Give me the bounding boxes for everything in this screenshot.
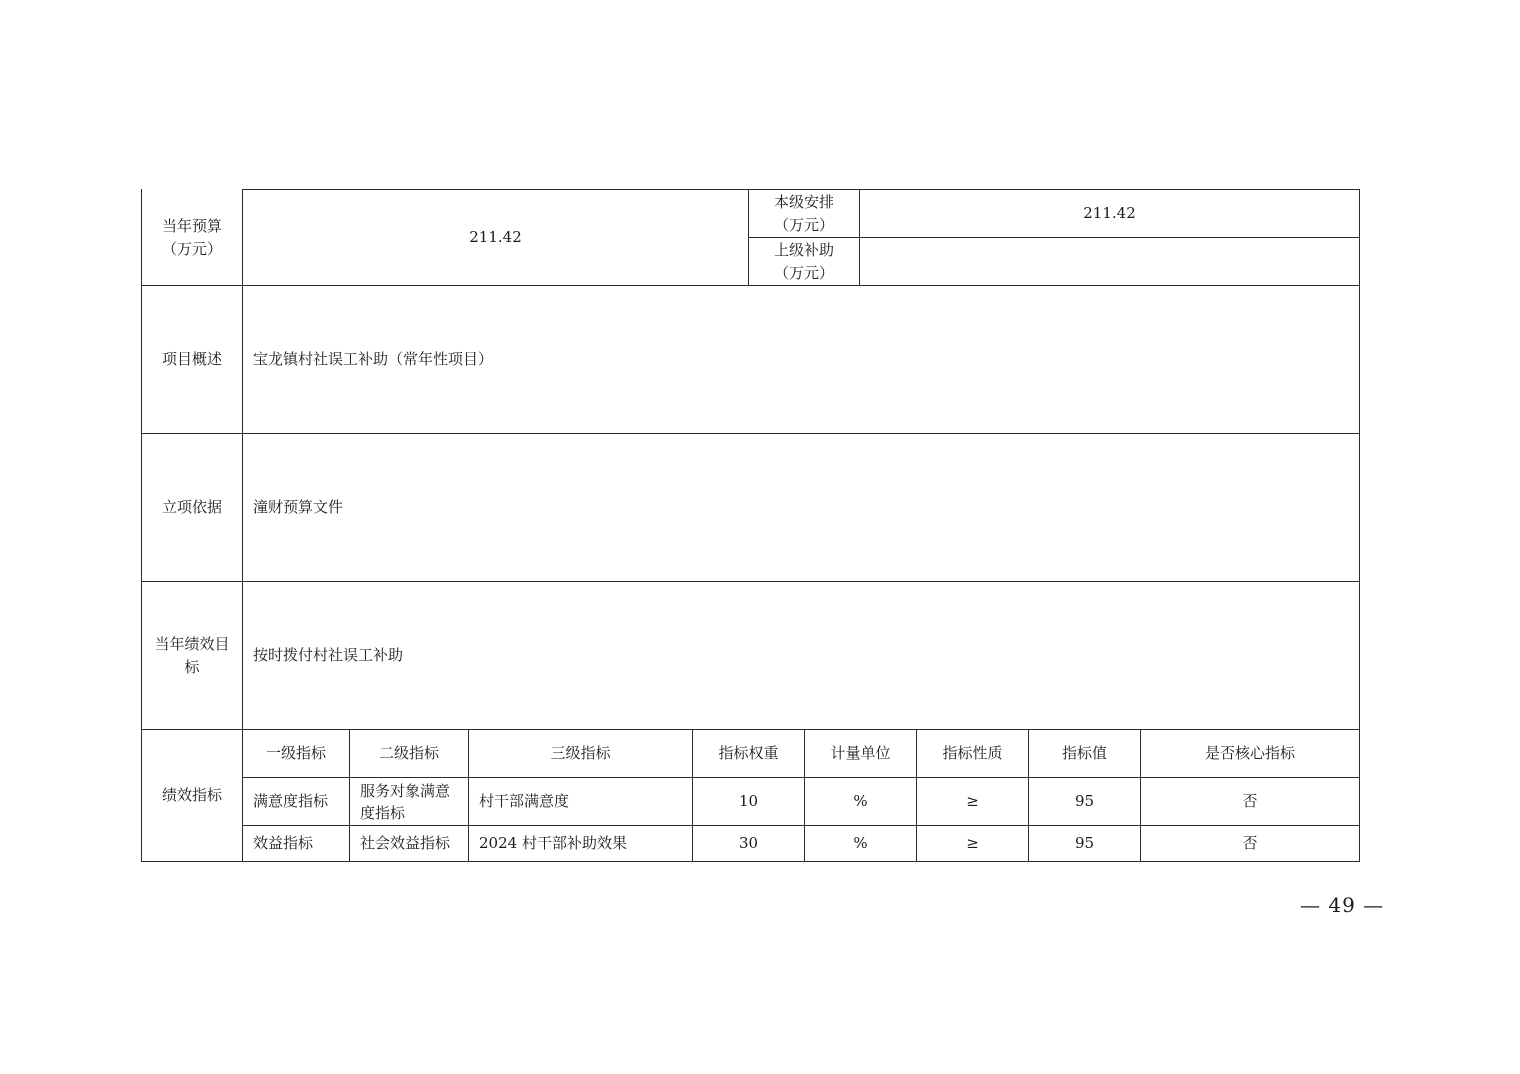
row1-level1: 满意度指标 — [253, 792, 329, 810]
row1-value: 95 — [1074, 792, 1095, 810]
overview-label: 项目概述 — [161, 350, 222, 368]
row2-level1: 效益指标 — [253, 834, 314, 852]
upper-subsidy-label: 上级补助 （万元） — [773, 240, 834, 282]
basis-label: 立项依据 — [161, 498, 222, 516]
budget-label: 当年预算 （万元） — [161, 216, 222, 258]
local-budget-label: 本级安排 （万元） — [773, 192, 834, 234]
row1-core: 否 — [1242, 792, 1258, 810]
row2-value: 95 — [1074, 834, 1095, 852]
row2-unit: % — [853, 834, 868, 852]
header-value: 指标值 — [1061, 744, 1107, 762]
header-level3: 三级指标 — [550, 744, 611, 762]
upper-subsidy-value — [860, 238, 1359, 285]
row1-unit: % — [853, 792, 868, 810]
page-number: — 49 — — [1300, 893, 1385, 917]
row2-weight: 30 — [738, 834, 759, 852]
row2-nature: ≥ — [966, 834, 979, 852]
header-nature: 指标性质 — [942, 744, 1003, 762]
row1-nature: ≥ — [966, 792, 979, 810]
local-budget-value: 211.42 — [1083, 204, 1136, 222]
indicators-label: 绩效指标 — [161, 786, 222, 804]
row1-level2: 服务对象满意 度指标 — [360, 781, 451, 822]
header-level2: 二级指标 — [378, 744, 439, 762]
header-weight: 指标权重 — [718, 744, 779, 762]
row1-weight: 10 — [738, 792, 759, 810]
row1-level3: 村干部满意度 — [479, 792, 570, 810]
basis-text: 潼财预算文件 — [253, 498, 344, 516]
header-level1: 一级指标 — [265, 744, 326, 762]
row2-level3: 2024 村干部补助效果 — [479, 834, 627, 852]
header-core: 是否核心指标 — [1204, 744, 1295, 762]
goal-text: 按时拨付村社误工补助 — [253, 646, 404, 664]
overview-text: 宝龙镇村社误工补助（常年性项目） — [253, 350, 494, 368]
goal-label: 当年绩效目 标 — [154, 634, 230, 676]
header-unit: 计量单位 — [830, 744, 891, 762]
row2-level2: 社会效益指标 — [360, 834, 451, 852]
budget-total-value: 211.42 — [469, 228, 522, 246]
row2-core: 否 — [1242, 834, 1258, 852]
